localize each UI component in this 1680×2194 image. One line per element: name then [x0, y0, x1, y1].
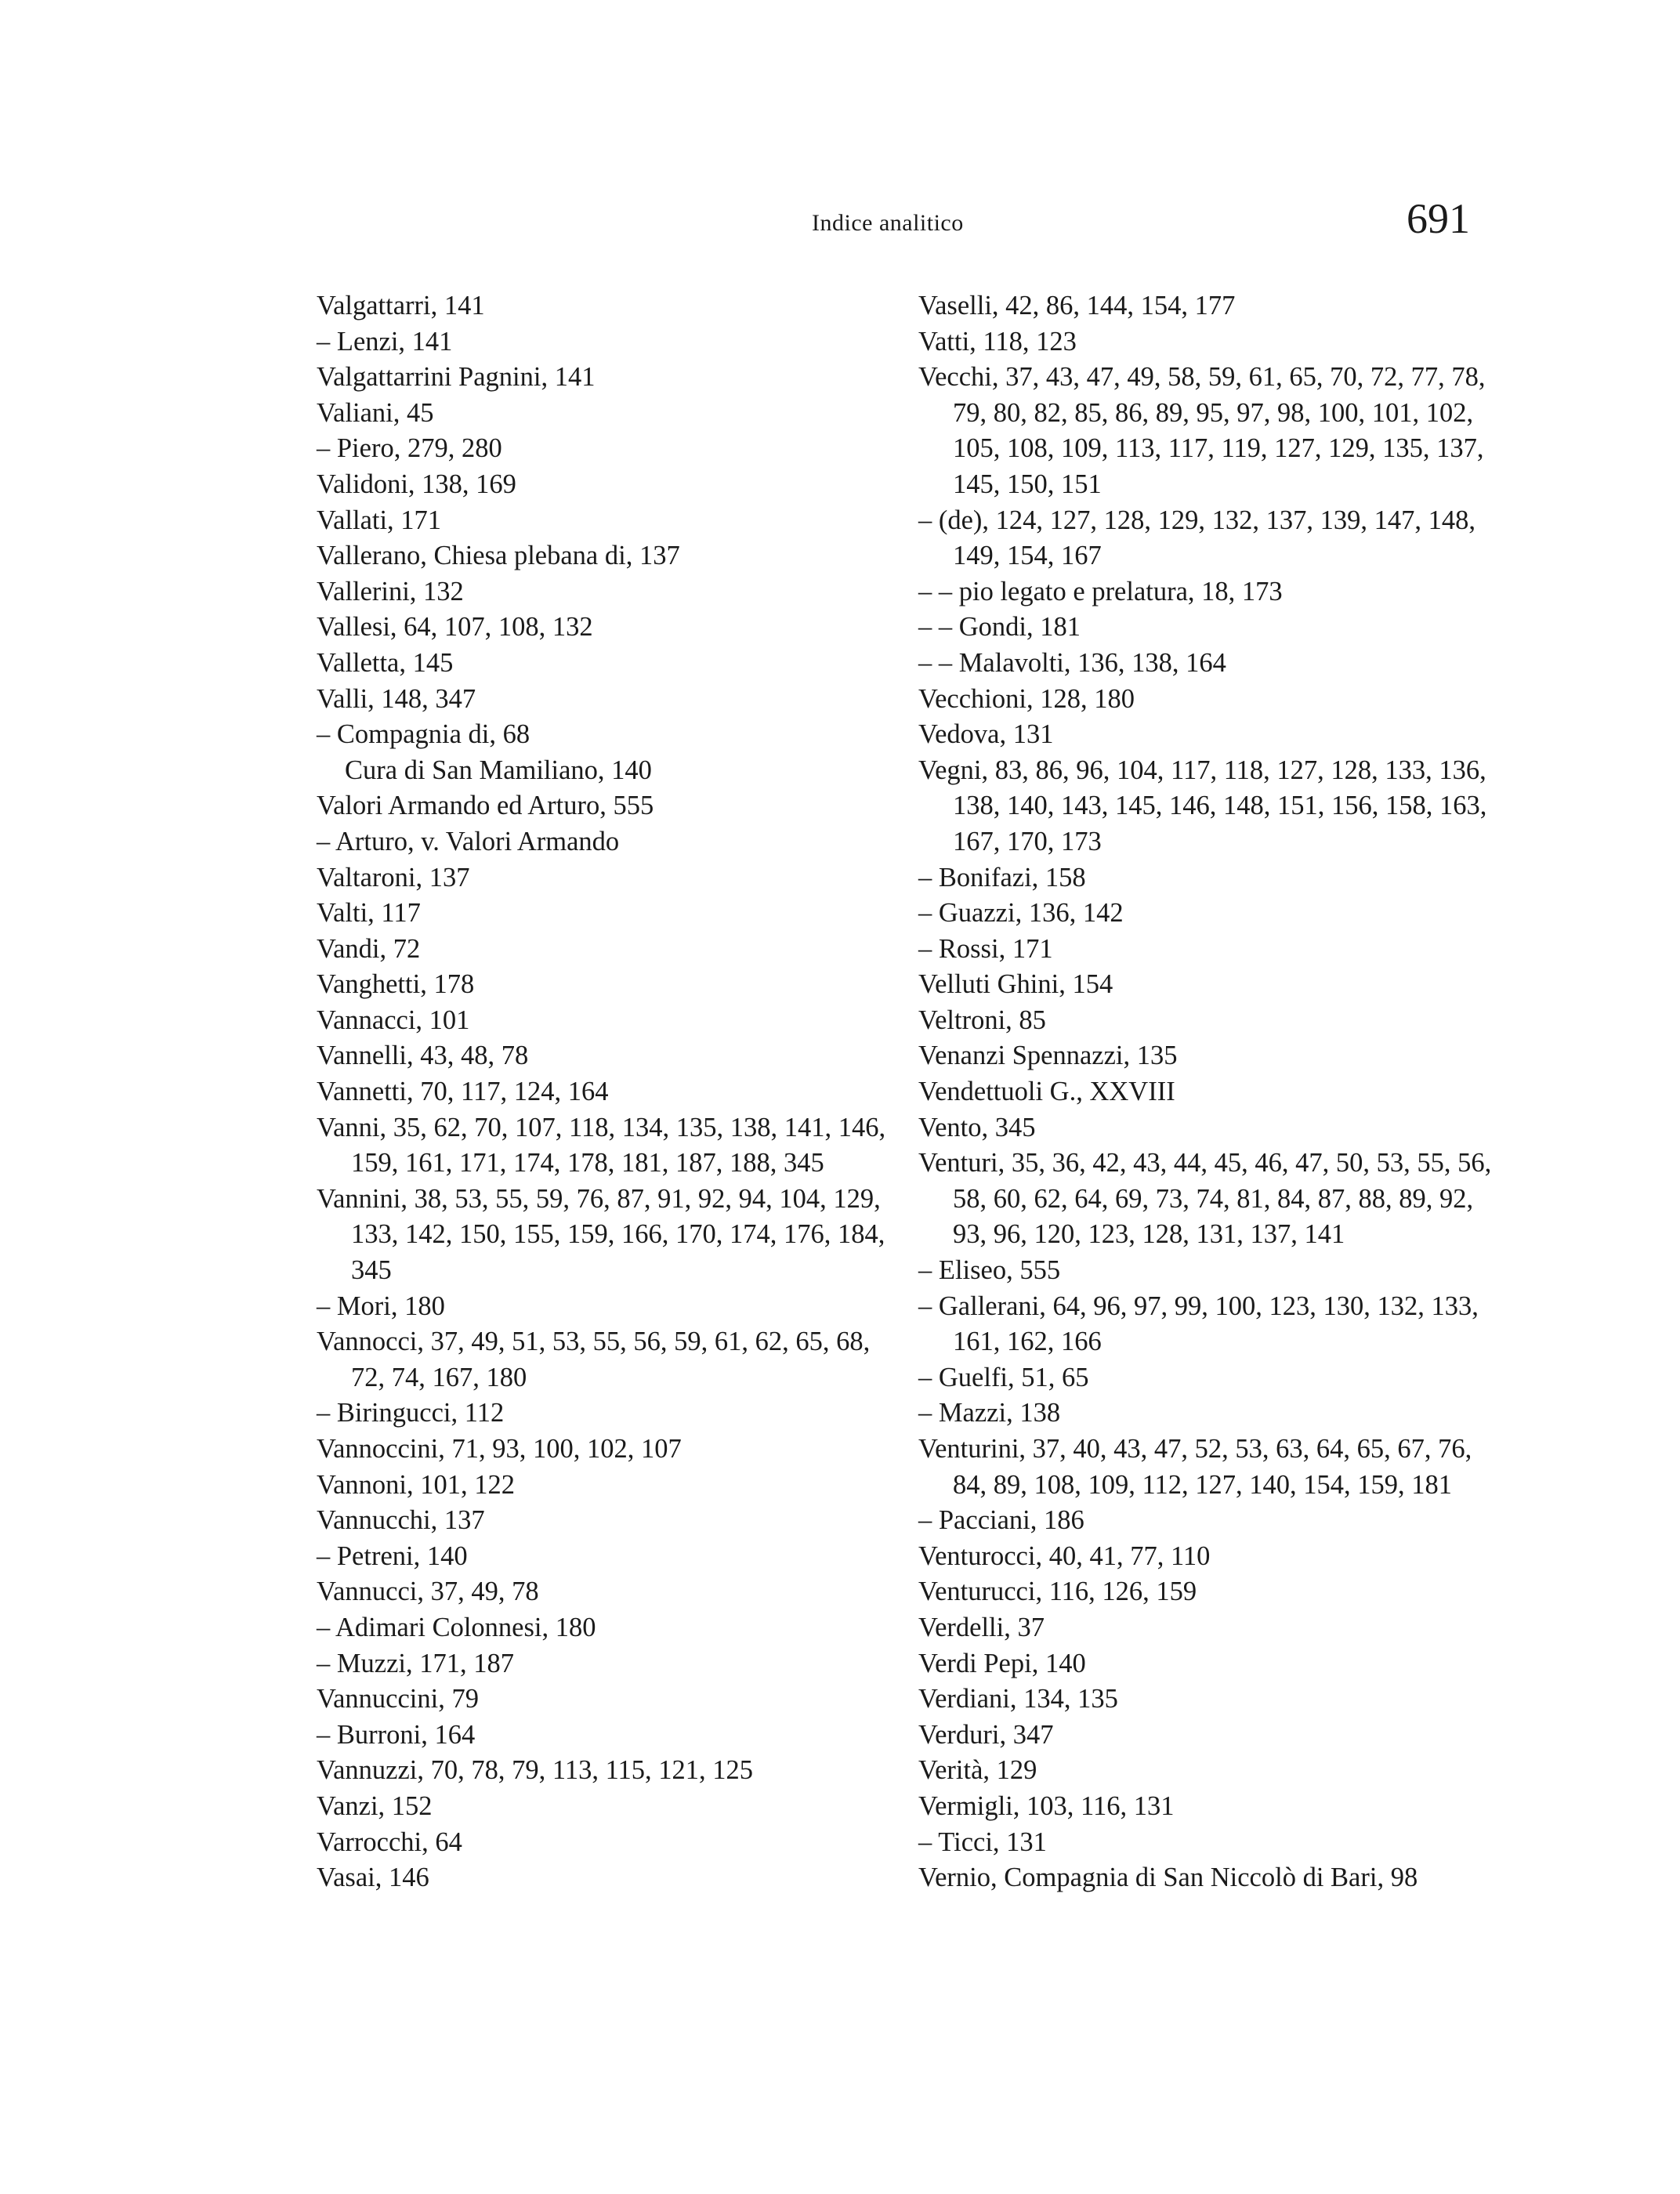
index-entry: – (de), 124, 127, 128, 129, 132, 137, 139, 147, 148, 149, 154, 167 [918, 505, 1476, 571]
index-entry: – Guelfi, 51, 65 [918, 1362, 1089, 1392]
index-entry: Venturini, 37, 40, 43, 47, 52, 53, 63, 64, 65, 67, 76, 84, 89, 108, 109, 112, 127, 140, 154, 159, 181 [918, 1434, 1472, 1500]
page-number: 691 [1407, 195, 1470, 242]
index-entry: Valiani, 45 [317, 397, 434, 428]
index-entry: – Petreni, 140 [317, 1541, 468, 1571]
index-entry: Vatti, 118, 123 [918, 326, 1077, 357]
index-entry: Vannuccini, 79 [317, 1684, 479, 1714]
index-entry: Vanni, 35, 62, 70, 107, 118, 134, 135, 138, 141, 146, 159, 161, 171, 174, 178, 181, 187, 188, 345 [317, 1112, 886, 1178]
index-entry: – Biringucci, 112 [317, 1398, 505, 1428]
index-entry: Venanzi Spennazzi, 135 [918, 1041, 1178, 1071]
index-entry: Vannoccini, 71, 93, 100, 102, 107 [317, 1434, 682, 1464]
index-entry: Valletta, 145 [317, 647, 454, 678]
index-entry: Vannacci, 101 [317, 1005, 470, 1035]
index-entry: – Pacciani, 186 [918, 1505, 1084, 1536]
index-entry: – Ticci, 131 [918, 1827, 1047, 1857]
index-entry: Valti, 117 [317, 898, 421, 929]
index-entry: Venturi, 35, 36, 42, 43, 44, 45, 46, 47, 50, 53, 55, 56, 58, 60, 62, 64, 69, 73, 74, 81, 84, 87, 88, 89, 92, 93, 96, 120, 123, 128, 131, 137, 141 [918, 1148, 1492, 1250]
index-entry: Vecchioni, 128, 180 [918, 683, 1135, 714]
index-entry: Vendettuoli G., XXVIII [918, 1077, 1175, 1107]
index-entry: Vannetti, 70, 117, 124, 164 [317, 1077, 609, 1107]
index-entry: – Compagnia di, 68 [317, 719, 530, 750]
index-entry: Vanzi, 152 [317, 1790, 433, 1821]
index-entry: – – Gondi, 181 [918, 612, 1081, 643]
index-entry: – Guazzi, 136, 142 [918, 898, 1124, 929]
index-column-left [317, 288, 896, 1896]
index-entry: Vannucci, 37, 49, 78 [317, 1577, 539, 1607]
index-entry: Vecchi, 37, 43, 47, 49, 58, 59, 61, 65, 70, 72, 77, 78, 79, 80, 82, 85, 86, 89, 95, 97, 98, 100, 101, 102, 105, 108, 109, 113, 117, 119, 127, 129, 135, 137, 145, 150, 151 [918, 362, 1486, 499]
index-entry: Vedova, 131 [918, 719, 1054, 750]
index-entry: – Burroni, 164 [317, 1719, 476, 1750]
index-entry: Valli, 148, 347 [317, 683, 476, 714]
index-entry: Verdi Pepi, 140 [918, 1648, 1086, 1678]
index-entry: – Rossi, 171 [918, 933, 1053, 964]
index-entry: Validoni, 138, 169 [317, 469, 516, 499]
index-entry: – Adimari Colonnesi, 180 [317, 1612, 596, 1642]
index-entry: Veltroni, 85 [918, 1005, 1046, 1035]
index-entry: Valori Armando ed Arturo, 555 [317, 791, 654, 821]
index-entry: Vannelli, 43, 48, 78 [317, 1041, 529, 1071]
index-entry: Cura di San Mamiliano, 140 [345, 755, 652, 785]
index-entry: Velluti Ghini, 154 [918, 969, 1113, 1000]
index-entry: Verità, 129 [918, 1755, 1037, 1786]
index-entry: – Arturo, v. Valori Armando [317, 826, 620, 856]
index-entry: Verdiani, 134, 135 [918, 1684, 1118, 1714]
index-entry: Vallati, 171 [317, 505, 442, 535]
index-entry: Vallerini, 132 [317, 576, 464, 606]
index-entry: Valgattarrini Pagnini, 141 [317, 362, 596, 393]
running-head: Indice analitico [812, 210, 964, 236]
index-entry: Vandi, 72 [317, 933, 421, 964]
index-entry: Vallerano, Chiesa plebana di, 137 [317, 541, 680, 571]
index-entry: – Piero, 279, 280 [317, 433, 502, 464]
index-column-right [918, 288, 1498, 1896]
index-entry: Vannocci, 37, 49, 51, 53, 55, 56, 59, 61, 62, 65, 68, 72, 74, 167, 180 [317, 1327, 871, 1392]
index-entry: Vegni, 83, 86, 96, 104, 117, 118, 127, 128, 133, 136, 138, 140, 143, 145, 146, 148, 151, 156, 158, 163, 167, 170, 173 [918, 755, 1487, 856]
index-entry: Vannini, 38, 53, 55, 59, 76, 87, 91, 92, 94, 104, 129, 133, 142, 150, 155, 159, 166, 170, 174, 176, 184, 345 [317, 1183, 885, 1286]
index-entry: Vannoni, 101, 122 [317, 1469, 515, 1500]
index-entry: – – pio legato e prelatura, 18, 173 [918, 576, 1283, 606]
index-entry: – – Malavolti, 136, 138, 164 [918, 647, 1226, 678]
index-entry: – Eliseo, 555 [918, 1255, 1061, 1286]
index-entry: – Bonifazi, 158 [918, 862, 1086, 892]
index-entry: – Gallerani, 64, 96, 97, 99, 100, 123, 130, 132, 133, 161, 162, 166 [918, 1291, 1479, 1357]
index-entry: Venturocci, 40, 41, 77, 110 [918, 1541, 1211, 1571]
index-entry: Vento, 345 [918, 1112, 1036, 1142]
index-entry: Verduri, 347 [918, 1719, 1054, 1750]
index-entry: Vanghetti, 178 [317, 969, 475, 1000]
index-entry: – Mazzi, 138 [918, 1398, 1061, 1428]
index-entry: Verdelli, 37 [918, 1612, 1045, 1642]
index-entry: Vallesi, 64, 107, 108, 132 [317, 612, 593, 643]
index-entry: Venturucci, 116, 126, 159 [918, 1577, 1197, 1607]
index-entry: Vannuzzi, 70, 78, 79, 113, 115, 121, 125 [317, 1755, 754, 1786]
index-entry: Valgattarri, 141 [317, 291, 485, 320]
index-entry: Vernio, Compagnia di San Niccolò di Bari, 98 [918, 1863, 1418, 1893]
index-entry: Vermigli, 103, 116, 131 [918, 1790, 1175, 1821]
index-entry: Vaselli, 42, 86, 144, 154, 177 [918, 291, 1236, 320]
index-entry: Vasai, 146 [317, 1863, 429, 1893]
index-entry: – Mori, 180 [317, 1291, 445, 1321]
index-entry: – Lenzi, 141 [317, 326, 453, 357]
index-entry: Vannucchi, 137 [317, 1505, 485, 1536]
index-entry: Varrocchi, 64 [317, 1827, 462, 1857]
index-entry: Valtaroni, 137 [317, 862, 470, 892]
index-entry: – Muzzi, 171, 187 [317, 1648, 515, 1678]
